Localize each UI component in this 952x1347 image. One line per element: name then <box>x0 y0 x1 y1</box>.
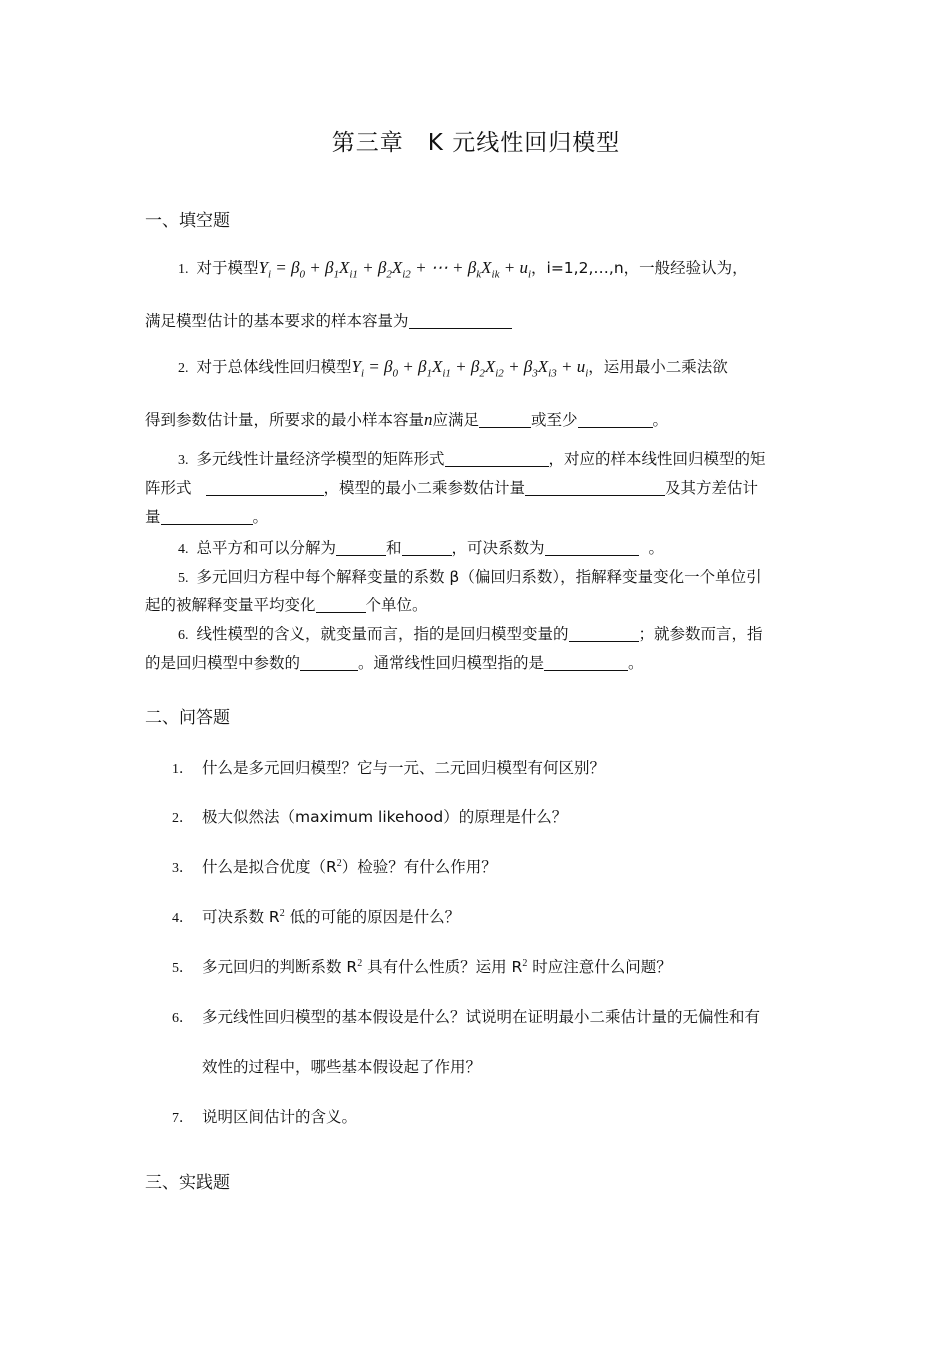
qa-item-7: 7． 说明区间估计的含义。 <box>172 1108 358 1126</box>
fill-item-3-line-2: 阵形式 ，模型的最小二乘参数估计量 及其方差估计 <box>145 479 759 497</box>
qa-item-5: 5． 多元回归的判断系数 $R^2$ 具有什么性质？运用 $R^2$ 时应注意什么问题？ <box>172 957 672 976</box>
answer-blank[interactable] <box>161 508 253 525</box>
answer-blank[interactable] <box>402 539 452 556</box>
fill-item-3-line-1: 3. 多元线性计量经济学模型的矩阵形式 ，对应的样本线性回归模型的矩 <box>178 450 766 468</box>
fill-item-4: 4. 总平方和可以分解为 和 ，可决系数为 。 <box>178 539 665 557</box>
answer-blank[interactable] <box>545 539 639 556</box>
fill-item-1-line-1: 1. 对于模型$Y_i = \beta_0 + \beta_1X_{i1} + \beta_2X_{i2}$ + ⋯ + $\beta_kX_{ik} + u_i$，i=1,2,…,n，一般经验认为， <box>178 258 748 281</box>
qa-item-2: 2． 极大似然法（maximum likehood）的原理是什么？ <box>172 808 568 826</box>
answer-blank[interactable] <box>316 596 366 613</box>
fill-item-6-line-1: 6. 线性模型的含义，就变量而言，指的是回归模型变量的 ；就参数而言，指 <box>178 625 763 643</box>
qa-item-3: 3． 什么是拟合优度$(R^2)$检验？有什么作用？ <box>172 857 497 876</box>
fill-item-6-line-2: 的是回归模型中参数的 。通常线性回归模型指的是 。 <box>145 654 644 672</box>
answer-blank[interactable] <box>544 654 628 671</box>
fill-item-2-line-2: 得到参数估计量，所要求的最小样本容量n应满足 或至少 。 <box>145 410 669 429</box>
answer-blank[interactable] <box>336 539 386 556</box>
answer-blank[interactable] <box>206 479 324 496</box>
page-title: 第三章 K 元线性回归模型 <box>331 130 621 156</box>
fill-item-2-line-1: 2. 对于总体线性回归模型$Y_i = \beta_0 + \beta_1X_{i1} + \beta_2X_{i2} + \beta_3X_{i3} + u_i$，运用最小二乘法欲 <box>178 357 728 380</box>
answer-blank[interactable] <box>300 654 358 671</box>
answer-blank[interactable] <box>409 312 512 329</box>
section-heading-practice: 三、实践题 <box>145 1173 230 1193</box>
fill-item-5-line-2: 起的被解释变量平均变化 个单位。 <box>145 596 428 614</box>
qa-item-6-continued: 效性的过程中，哪些基本假设起了作用？ <box>202 1058 482 1076</box>
model-equation-2: $Y_i = \beta_0 + \beta_1X_{i1} + \beta_2X_{i2} + \beta_3X_{i3} + u_i$ <box>351 357 589 380</box>
qa-item-4: 4． 可决系数 $R^2$ 低的可能的原因是什么？ <box>172 907 461 926</box>
fill-item-3-line-3: 量 。 <box>145 508 269 526</box>
qa-item-6: 6． 多元线性回归模型的基本假设是什么？试说明在证明最小二乘估计量的无偏性和有 <box>172 1008 761 1026</box>
model-equation-1: $Y_i = \beta_0 + \beta_1X_{i1} + \beta_2X_{i2}$ + ⋯ + $\beta_kX_{ik} + u_i$ <box>258 258 532 281</box>
qa-item-1: 1． 什么是多元回归模型？它与一元、二元回归模型有何区别？ <box>172 759 606 777</box>
answer-blank[interactable] <box>578 411 653 428</box>
answer-blank[interactable] <box>445 450 549 467</box>
fill-item-5-line-1: 5. 多元回归方程中每个解释变量的系数 β（偏回归系数），指解释变量变化一个单位引 <box>178 568 762 586</box>
answer-blank[interactable] <box>525 479 665 496</box>
section-heading-fill: 一、填空题 <box>145 211 230 231</box>
answer-blank[interactable] <box>479 411 531 428</box>
fill-item-1-line-2: 满足模型估计的基本要求的样本容量为 <box>145 309 512 331</box>
section-heading-qa: 二、问答题 <box>145 708 230 728</box>
answer-blank[interactable] <box>569 625 639 642</box>
